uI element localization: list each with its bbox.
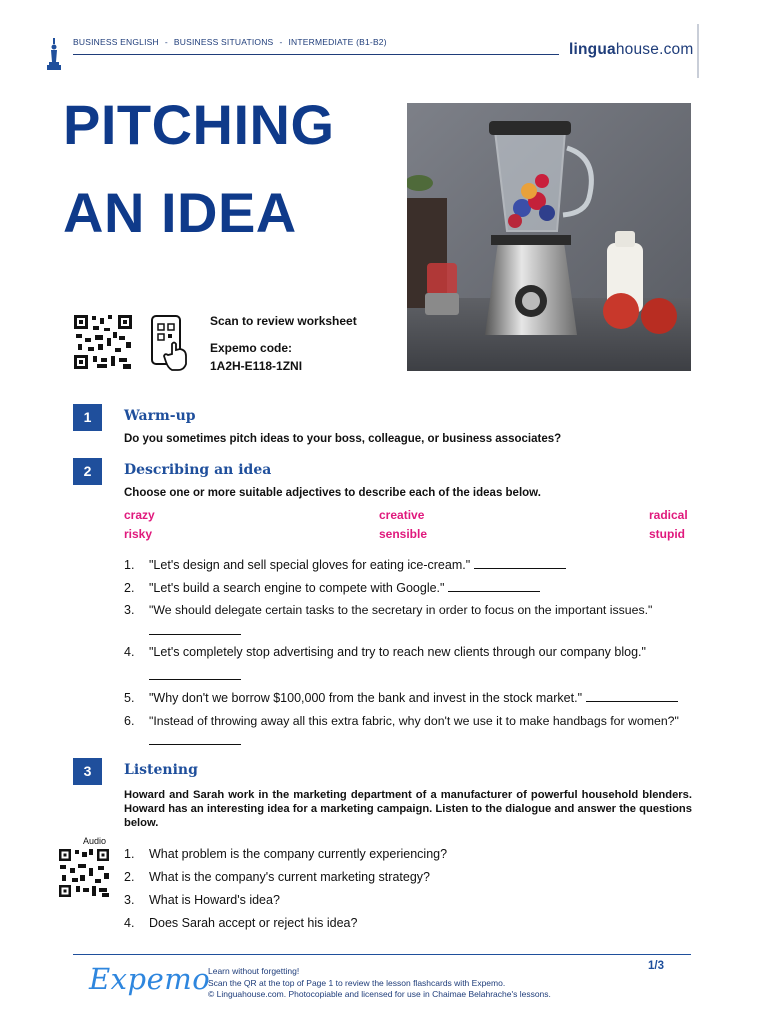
item-text: "Let's build a search engine to compete with Google." bbox=[149, 581, 445, 595]
item-number: 2. bbox=[124, 870, 135, 884]
brand-logo-rest: house.com bbox=[615, 41, 694, 58]
question-text: What is the company's current marketing strategy? bbox=[149, 870, 430, 884]
section-number: 1 bbox=[73, 404, 102, 431]
footer-note bbox=[208, 966, 551, 1001]
breadcrumb-item: BUSINESS ENGLISH bbox=[73, 37, 159, 47]
adjective-option: sensible bbox=[379, 527, 428, 541]
adjective-option: crazy bbox=[124, 508, 155, 522]
footer-line: © Linguahouse.com. Photocopiable and licensed for use in Chaimae Belahrache's lessons. bbox=[208, 989, 551, 999]
section-instruction: Choose one or more suitable adjectives to describe each of the ideas below. bbox=[124, 487, 541, 499]
adjective-option: risky bbox=[124, 527, 153, 541]
header-divider bbox=[73, 54, 559, 55]
page-number: 1/3 bbox=[648, 960, 664, 972]
scan-label: Scan to review worksheet bbox=[210, 314, 357, 328]
adjective-option: creative bbox=[379, 508, 425, 522]
brand-logo[interactable] bbox=[569, 41, 693, 59]
item-text: "Why don't we borrow $100,000 from the bank and invest in the stock market." bbox=[149, 691, 583, 705]
section-title-warm-up: Warm-up bbox=[124, 408, 196, 424]
question-text: What problem is the company currently experiencing? bbox=[149, 847, 448, 861]
breadcrumb-item: INTERMEDIATE (B1-B2) bbox=[288, 37, 387, 47]
answer-blank[interactable] bbox=[149, 634, 241, 635]
qr-code-icon[interactable] bbox=[73, 314, 133, 370]
scan-info bbox=[210, 312, 357, 375]
section-number: 2 bbox=[73, 458, 102, 485]
adjective-option: radical bbox=[649, 508, 688, 522]
item-text: "Instead of throwing away all this extra fabric, why don't we use it to make handbags for women?" bbox=[149, 714, 679, 728]
question-text: Does Sarah accept or reject his idea? bbox=[149, 916, 358, 930]
item-text: "Let's design and sell special gloves for eating ice-cream." bbox=[149, 558, 471, 572]
answer-blank[interactable] bbox=[149, 679, 241, 680]
item-text: "We should delegate certain tasks to the secretary in order to focus on the important issues." bbox=[149, 603, 653, 617]
section-title-describing: Describing an idea bbox=[124, 462, 272, 478]
section-instruction: Do you sometimes pitch ideas to your boss, colleague, or business associates? bbox=[124, 433, 562, 445]
footer-line: Scan the QR at the top of Page 1 to review the lesson flashcards with Expemo. bbox=[208, 977, 506, 988]
item-number: 3. bbox=[124, 893, 135, 907]
page-title-line-2: AN IDEA bbox=[63, 181, 297, 244]
answer-blank[interactable] bbox=[586, 690, 678, 702]
answer-blank[interactable] bbox=[474, 557, 566, 569]
brand-divider bbox=[697, 24, 699, 78]
listening-intro: Howard and Sarah work in the marketing department of a manufacturer of powerful household blenders. Howard has an interesting idea for a marketing campaign. Listen to the dialogue and answer the questions below. bbox=[124, 789, 692, 829]
footer-divider bbox=[73, 954, 691, 955]
expemo-code: 1A2H-E118-1ZNI bbox=[210, 359, 303, 373]
item-number: 4. bbox=[124, 916, 135, 930]
breadcrumb-item: BUSINESS SITUATIONS bbox=[173, 37, 274, 47]
item-number: 4. bbox=[124, 645, 135, 659]
item-number: 1. bbox=[124, 558, 135, 572]
item-number: 5. bbox=[124, 691, 135, 705]
section-number: 3 bbox=[73, 758, 102, 785]
item-number: 1. bbox=[124, 847, 135, 861]
phone-scan-icon bbox=[150, 314, 190, 372]
answer-blank[interactable] bbox=[448, 580, 540, 592]
answer-blank[interactable] bbox=[149, 744, 241, 745]
footer-line: Learn without forgetting! bbox=[208, 966, 300, 976]
audio-qr-code-icon[interactable] bbox=[58, 848, 110, 898]
breadcrumb: BUSINESS ENGLISH - BUSINESS SITUATIONS - INTERMEDIATE (B1-B2) bbox=[73, 37, 387, 47]
expemo-code-label: Expemo code: bbox=[210, 341, 293, 355]
brand-logo-bold: lingua bbox=[569, 41, 616, 58]
item-number: 6. bbox=[124, 714, 135, 728]
page-title-line-1: PITCHING bbox=[63, 93, 335, 156]
question-text: What is Howard's idea? bbox=[149, 893, 280, 907]
item-number: 2. bbox=[124, 581, 135, 595]
item-number: 3. bbox=[124, 603, 135, 617]
adjective-option: stupid bbox=[649, 527, 685, 541]
section-title-listening: Listening bbox=[124, 762, 198, 778]
blender-photo bbox=[407, 103, 691, 371]
item-text: "Let's completely stop advertising and try to reach new clients through our company blog." bbox=[149, 645, 646, 659]
audio-label: Audio bbox=[83, 836, 107, 846]
expemo-logo[interactable]: Expemo bbox=[89, 962, 211, 996]
statue-of-liberty-icon bbox=[47, 38, 61, 70]
